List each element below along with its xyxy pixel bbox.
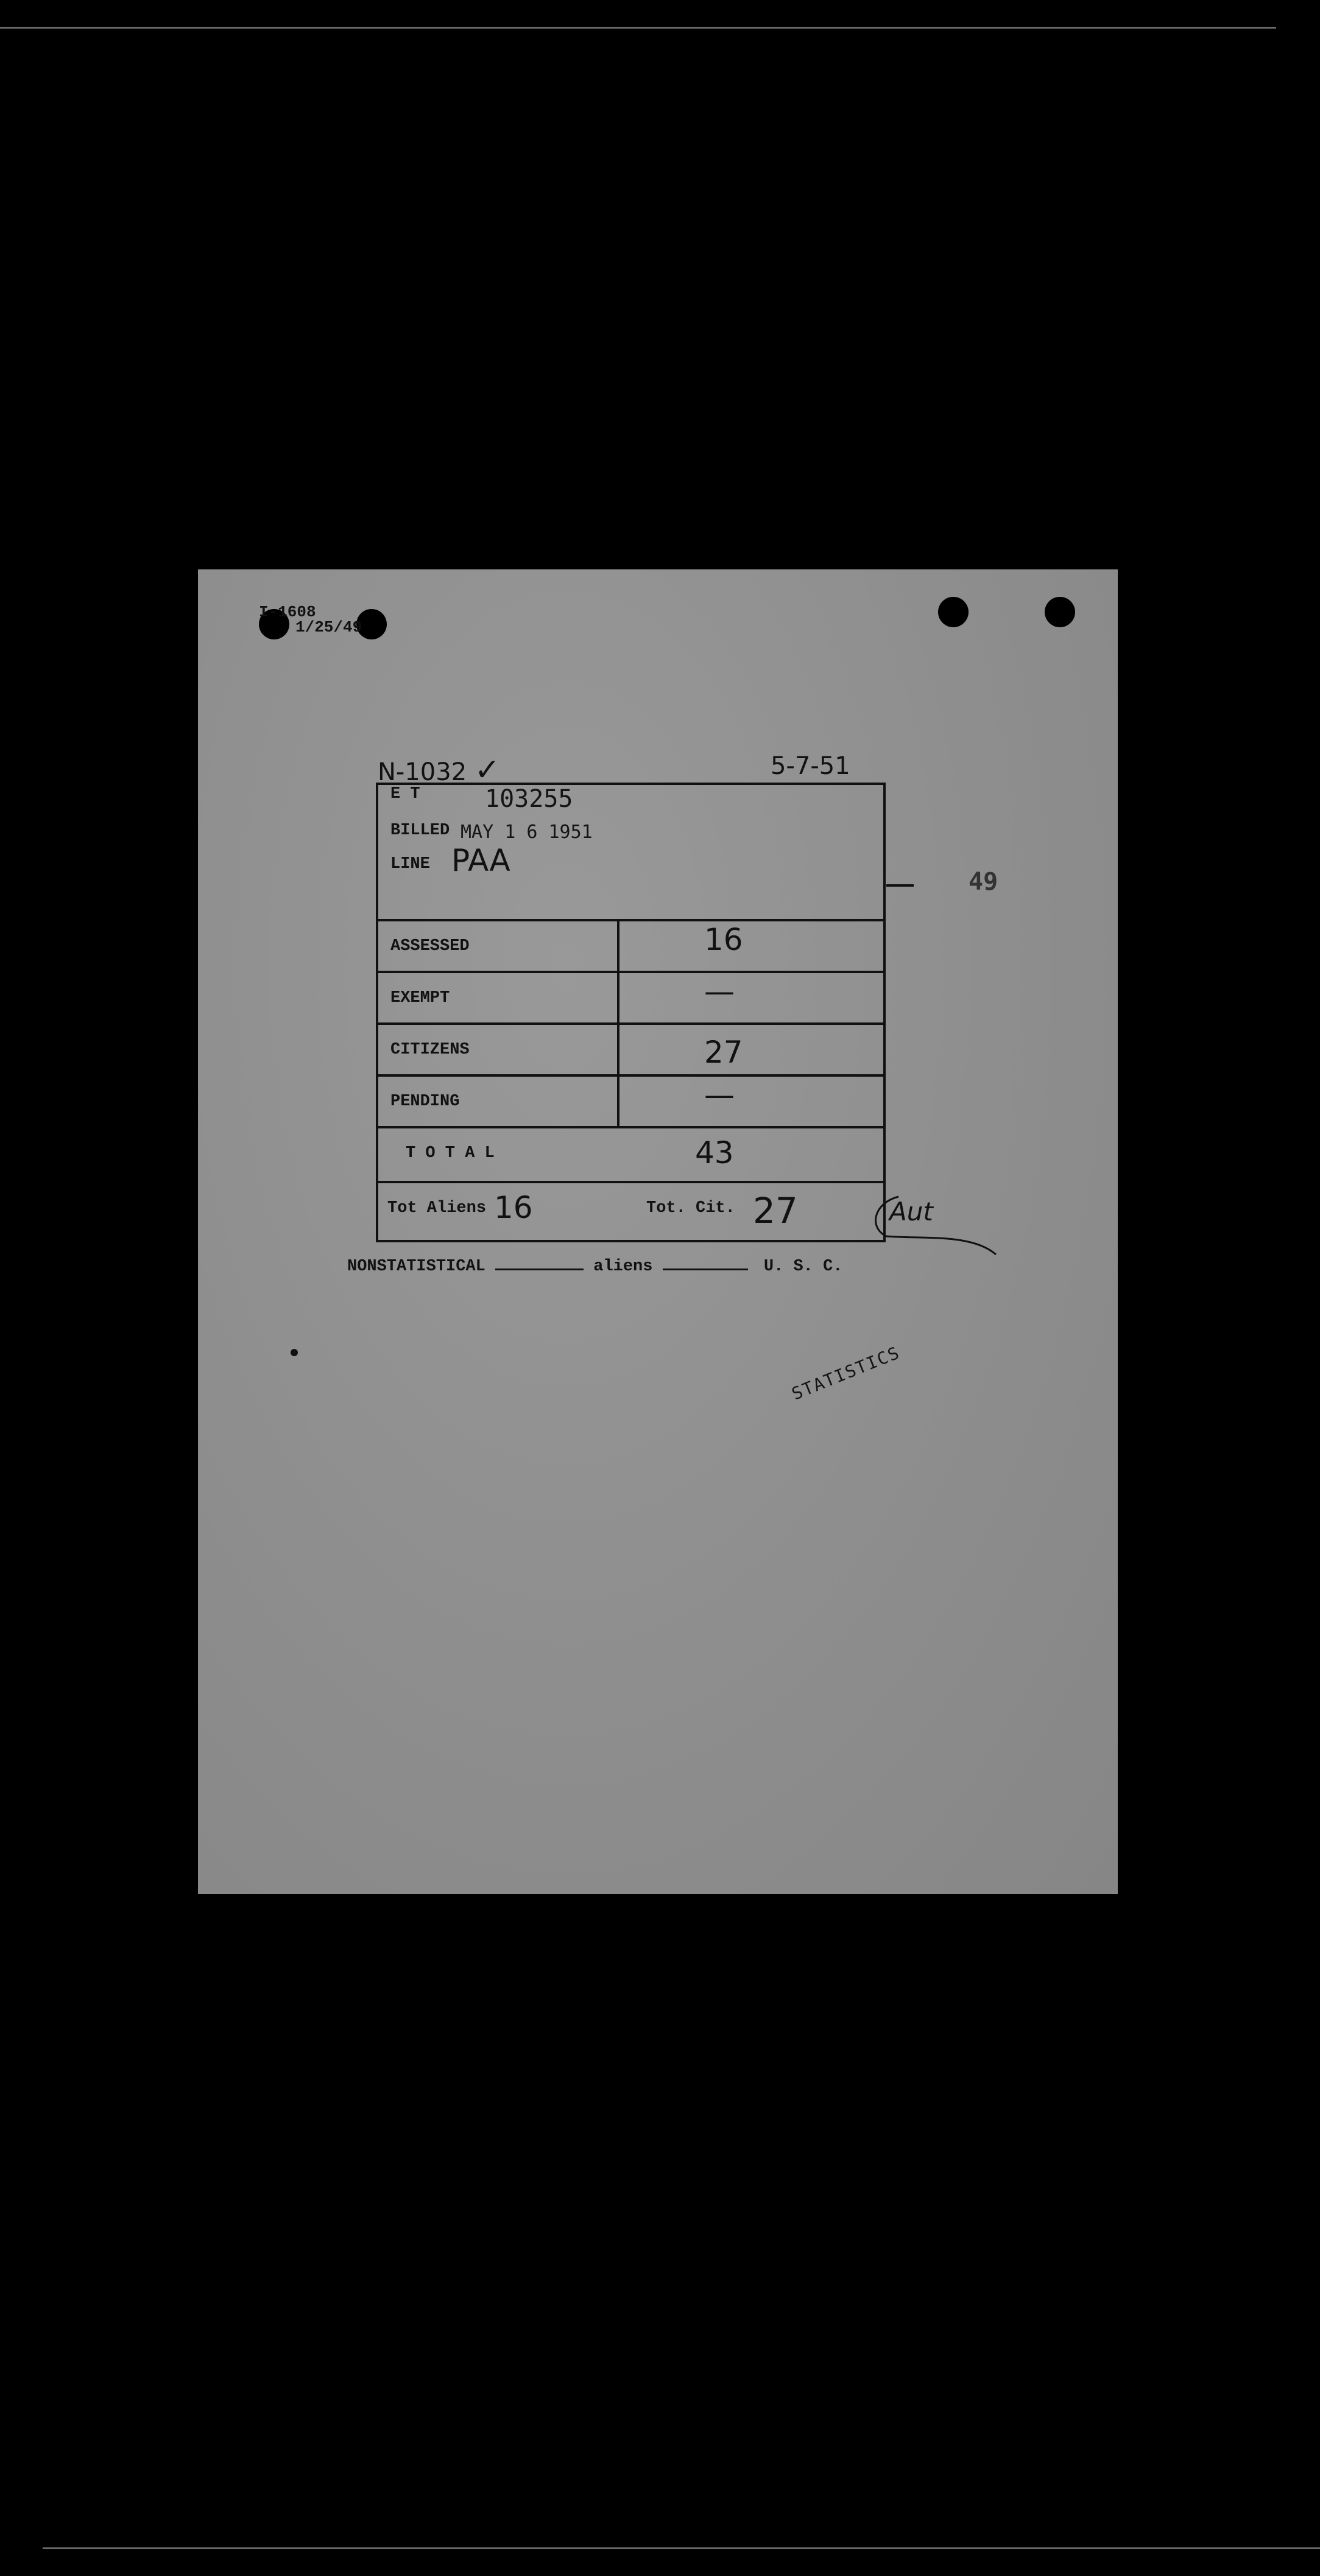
punch-hole-right-1 — [938, 597, 969, 627]
row-value-citizens: 27 — [704, 1035, 743, 1070]
initials-signature: Aut — [889, 1197, 933, 1226]
row-divider-1 — [378, 971, 883, 973]
billed-date: MAY 1 6 1951 — [461, 822, 593, 843]
bottom-edge-line — [43, 2547, 1320, 2549]
row-value-assessed: 16 — [704, 922, 743, 957]
nonstatistical-label: NONSTATISTICAL — [347, 1258, 485, 1276]
aliens-blank — [663, 1269, 748, 1270]
date-written: 5-7-51 — [771, 752, 850, 780]
line-label: LINE — [390, 855, 430, 873]
total-label: T O T A L — [406, 1144, 495, 1163]
nonstatistical-blank — [495, 1269, 584, 1270]
row-label-assessed: ASSESSED — [390, 937, 470, 955]
tot-aliens-label: Tot Aliens — [387, 1199, 487, 1217]
et-number: 103255 — [485, 785, 573, 813]
statistics-stamp: STATISTICS — [789, 1342, 903, 1404]
aliens-label: aliens — [593, 1258, 653, 1276]
side-tick-mark — [886, 884, 914, 887]
row-label-exempt: EXEMPT — [390, 989, 450, 1007]
side-number: 49 — [969, 868, 998, 896]
nonstatistical-line — [347, 1258, 843, 1276]
row-divider-4 — [378, 1126, 883, 1128]
tot-aliens-value: 16 — [494, 1190, 533, 1225]
billed-label: BILLED — [390, 822, 450, 840]
usc-label: U. S. C. — [763, 1258, 843, 1276]
row-divider-2 — [378, 1022, 883, 1025]
form-number: I-1608 — [259, 603, 316, 621]
signature-flourish — [850, 1184, 1002, 1258]
tot-cit-label: Tot. Cit. — [646, 1199, 735, 1217]
statistics-form-box — [376, 783, 886, 1242]
document-page — [198, 569, 1118, 1894]
row-divider-3 — [378, 1074, 883, 1077]
row-label-pending: PENDING — [390, 1093, 460, 1111]
speck-1 — [291, 1349, 298, 1356]
line-value: PAA — [451, 843, 510, 878]
row-label-citizens: CITIZENS — [390, 1041, 470, 1059]
form-date: 1/25/49 — [295, 618, 362, 636]
row-value-pending: — — [704, 1077, 735, 1113]
top-edge-line — [0, 27, 1276, 29]
total-divider — [378, 1181, 883, 1183]
column-divider — [617, 919, 619, 1128]
check-mark-icon: ✓ — [474, 752, 500, 787]
header-divider — [378, 919, 883, 921]
file-number-text: N-1032 — [378, 758, 467, 786]
punch-hole-right-2 — [1045, 597, 1075, 627]
et-label: E T — [390, 785, 420, 803]
tot-cit-value: 27 — [753, 1190, 798, 1231]
total-value: 43 — [695, 1135, 734, 1170]
row-value-exempt: — — [704, 974, 735, 1009]
